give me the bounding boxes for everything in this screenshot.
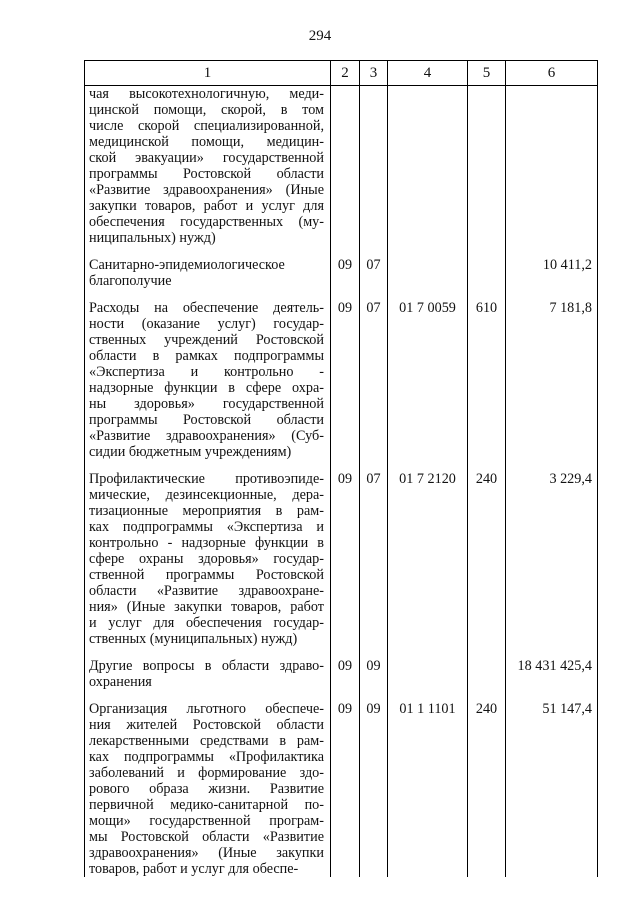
description-line: ственной программы Ростовской [89, 567, 324, 583]
row-subsection-code: 09 [360, 658, 388, 701]
budget-table [84, 60, 598, 877]
description-line: «Экспертиза и контрольно - [89, 364, 324, 380]
col-header-5: 5 [468, 61, 506, 86]
row-expense-type-code [468, 257, 506, 300]
col-header-1: 1 [85, 61, 331, 86]
row-target-item-code [388, 86, 468, 258]
row-target-item-code: 01 7 0059 [388, 300, 468, 471]
row-target-item-code: 01 7 2120 [388, 471, 468, 658]
row-section-code [331, 86, 360, 258]
row-amount: 10 411,2 [506, 257, 598, 300]
table-row [85, 701, 598, 877]
description-line: закупки товаров, работ и услуг для [89, 198, 324, 214]
description-line: надзорные функции в сфере охра- [89, 380, 324, 396]
table-body [85, 86, 598, 878]
description-line: ны здоровья» государственной [89, 396, 324, 412]
description-line: чая высокотехнологичную, меди- [89, 86, 324, 102]
description-line: ниципальных) нужд) [89, 230, 216, 246]
description-line: Другие вопросы в области здраво- [89, 658, 324, 674]
row-section-code: 09 [331, 257, 360, 300]
col-header-4: 4 [388, 61, 468, 86]
row-description [85, 257, 331, 300]
description-line: ности (оказание услуг) государ- [89, 316, 324, 332]
table-header [85, 61, 598, 86]
description-line: мические, дезинсекционные, дера- [89, 487, 324, 503]
row-description [85, 658, 331, 701]
row-description [85, 701, 331, 877]
description-line: области в рамках подпрограммы [89, 348, 324, 364]
description-line: области «Развитие здравоохране- [89, 583, 324, 599]
page-number: 294 [308, 28, 332, 44]
row-expense-type-code: 240 [468, 471, 506, 658]
description-line: Расходы на обеспечение деятель- [89, 300, 324, 316]
row-amount: 7 181,8 [506, 300, 598, 471]
row-amount: 18 431 425,4 [506, 658, 598, 701]
row-section-code: 09 [331, 701, 360, 877]
row-amount: 3 229,4 [506, 471, 598, 658]
row-expense-type-code: 610 [468, 300, 506, 471]
row-description [85, 300, 331, 471]
description-line: ках подпрограммы «Экспертиза и [89, 519, 324, 535]
row-section-code: 09 [331, 471, 360, 658]
row-description [85, 471, 331, 658]
description-line: обеспечения государственных (му- [89, 214, 324, 230]
description-line: программы Ростовской области [89, 166, 324, 182]
row-subsection-code: 07 [360, 471, 388, 658]
description-line: Профилактические противоэпиде- [89, 471, 324, 487]
row-amount [506, 86, 598, 258]
description-line: контрольно - надзорные функции в [89, 535, 324, 551]
row-subsection-code: 07 [360, 257, 388, 300]
description-line: первичной медико-санитарной по- [89, 797, 324, 813]
table-row [85, 257, 598, 300]
description-line: заболеваний и формирование здо- [89, 765, 324, 781]
table-row [85, 300, 598, 471]
row-description [85, 86, 331, 258]
description-line: ственных (муниципальных) нужд) [89, 631, 298, 647]
row-subsection-code: 07 [360, 300, 388, 471]
table-row [85, 471, 598, 658]
col-header-3: 3 [360, 61, 388, 86]
description-line: цинской помощи, скорой, в том [89, 102, 324, 118]
description-line: товаров, работ и услуг для обеспе- [89, 861, 299, 877]
description-line: «Развитие здравоохранения» (Суб- [89, 428, 324, 444]
description-line: Организация льготного обеспече- [89, 701, 324, 717]
description-line: лекарственными средствами в рам- [89, 733, 324, 749]
description-line: медицинской помощи, медицин- [89, 134, 324, 150]
description-line: и услуг для обеспечения государ- [89, 615, 324, 631]
description-line: сидии бюджетным учреждениям) [89, 444, 292, 460]
description-line: ния» (Иные закупки товаров, работ [89, 599, 324, 615]
row-subsection-code: 09 [360, 701, 388, 877]
description-line: ской эвакуации» государственной [89, 150, 324, 166]
description-line: мощи» государственной програм- [89, 813, 324, 829]
description-line: благополучие [89, 273, 172, 289]
description-line: ках подпрограммы «Профилактика [89, 749, 324, 765]
description-line: ственных учреждений Ростовской [89, 332, 324, 348]
row-target-item-code [388, 658, 468, 701]
description-line: программы Ростовской области [89, 412, 324, 428]
description-line: здравоохранения» (Иные закупки [89, 845, 324, 861]
description-line: числе скорой специализированной, [89, 118, 324, 134]
description-line: рового образа жизни. Развитие [89, 781, 324, 797]
row-amount: 51 147,4 [506, 701, 598, 877]
header-row [85, 61, 598, 86]
description-line: тизационные мероприятия в рам- [89, 503, 324, 519]
description-line: мы Ростовской области «Развитие [89, 829, 324, 845]
table-row [85, 86, 598, 258]
row-expense-type-code: 240 [468, 701, 506, 877]
row-subsection-code [360, 86, 388, 258]
row-expense-type-code [468, 658, 506, 701]
row-section-code: 09 [331, 658, 360, 701]
row-section-code: 09 [331, 300, 360, 471]
description-line: «Развитие здравоохранения» (Иные [89, 182, 324, 198]
description-line: охранения [89, 674, 152, 690]
description-line: ния жителей Ростовской области [89, 717, 324, 733]
row-target-item-code: 01 1 1101 [388, 701, 468, 877]
col-header-2: 2 [331, 61, 360, 86]
row-expense-type-code [468, 86, 506, 258]
description-line: сфере охраны здоровья» государ- [89, 551, 324, 567]
row-target-item-code [388, 257, 468, 300]
description-line: Санитарно-эпидемиологическое [89, 257, 285, 273]
col-header-6: 6 [506, 61, 598, 86]
table-row [85, 658, 598, 701]
